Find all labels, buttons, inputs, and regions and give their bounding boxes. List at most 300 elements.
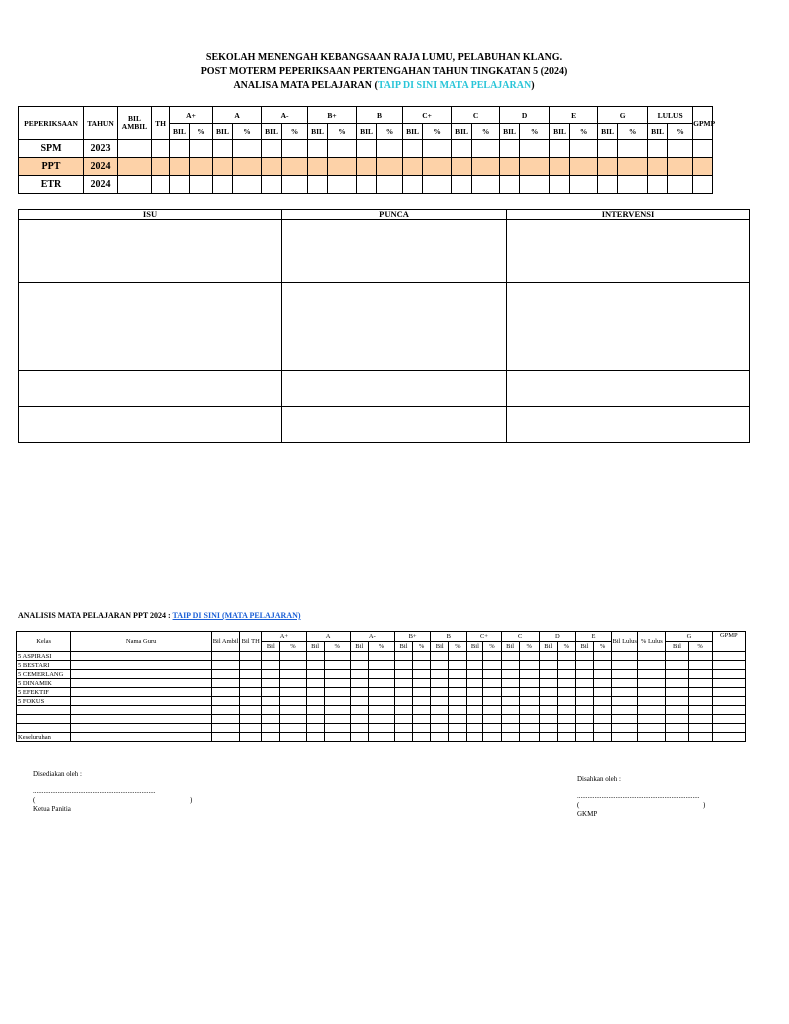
data-cell[interactable] (423, 176, 452, 194)
data-cell[interactable] (449, 706, 467, 715)
data-cell[interactable] (557, 688, 575, 697)
data-cell[interactable] (668, 140, 693, 158)
data-cell[interactable] (262, 706, 280, 715)
data-cell[interactable] (557, 652, 575, 661)
data-cell[interactable] (712, 706, 745, 715)
data-cell[interactable] (262, 733, 280, 742)
data-cell[interactable] (618, 158, 648, 176)
data-cell[interactable] (431, 715, 449, 724)
data-cell[interactable] (612, 652, 638, 661)
punca-cell[interactable] (282, 407, 507, 443)
teacher-name-cell[interactable] (71, 706, 212, 715)
data-cell[interactable] (712, 697, 745, 706)
data-cell[interactable] (712, 670, 745, 679)
data-cell[interactable] (519, 733, 539, 742)
data-cell[interactable] (190, 176, 213, 194)
data-cell[interactable] (423, 140, 452, 158)
data-cell[interactable] (394, 688, 412, 697)
data-cell[interactable] (519, 661, 539, 670)
data-cell[interactable] (262, 724, 280, 733)
data-cell[interactable] (394, 733, 412, 742)
data-cell[interactable] (233, 158, 262, 176)
data-cell[interactable] (431, 688, 449, 697)
data-cell[interactable] (598, 158, 618, 176)
data-cell[interactable] (467, 697, 483, 706)
data-cell[interactable] (213, 158, 233, 176)
data-cell[interactable] (350, 652, 368, 661)
data-cell[interactable] (431, 661, 449, 670)
data-cell[interactable] (212, 688, 240, 697)
subject-placeholder[interactable]: TAIP DI SINI MATA PELAJARAN (377, 80, 532, 91)
data-cell[interactable] (575, 661, 593, 670)
data-cell[interactable] (377, 158, 403, 176)
data-cell[interactable] (449, 661, 467, 670)
data-cell[interactable] (519, 670, 539, 679)
data-cell[interactable] (638, 724, 666, 733)
data-cell[interactable] (350, 706, 368, 715)
teacher-name-cell[interactable] (71, 679, 212, 688)
data-cell[interactable] (280, 697, 306, 706)
data-cell[interactable] (666, 724, 688, 733)
data-cell[interactable] (282, 140, 308, 158)
data-cell[interactable] (324, 661, 350, 670)
data-cell[interactable] (350, 670, 368, 679)
data-cell[interactable] (483, 715, 501, 724)
data-cell[interactable] (612, 679, 638, 688)
data-cell[interactable] (483, 688, 501, 697)
data-cell[interactable] (483, 724, 501, 733)
data-cell[interactable] (280, 679, 306, 688)
data-cell[interactable] (262, 715, 280, 724)
data-cell[interactable] (357, 176, 377, 194)
data-cell[interactable] (240, 715, 262, 724)
data-cell[interactable] (483, 652, 501, 661)
data-cell[interactable] (452, 140, 472, 158)
data-cell[interactable] (501, 652, 519, 661)
data-cell[interactable] (575, 688, 593, 697)
data-cell[interactable] (118, 140, 152, 158)
data-cell[interactable] (431, 679, 449, 688)
data-cell[interactable] (666, 661, 688, 670)
data-cell[interactable] (612, 715, 638, 724)
data-cell[interactable] (594, 715, 612, 724)
data-cell[interactable] (638, 715, 666, 724)
punca-cell[interactable] (282, 220, 507, 283)
data-cell[interactable] (452, 176, 472, 194)
data-cell[interactable] (394, 661, 412, 670)
data-cell[interactable] (594, 724, 612, 733)
data-cell[interactable] (501, 670, 519, 679)
data-cell[interactable] (666, 706, 688, 715)
data-cell[interactable] (324, 706, 350, 715)
data-cell[interactable] (449, 670, 467, 679)
data-cell[interactable] (594, 697, 612, 706)
data-cell[interactable] (118, 176, 152, 194)
data-cell[interactable] (648, 140, 668, 158)
data-cell[interactable] (594, 688, 612, 697)
data-cell[interactable] (638, 652, 666, 661)
data-cell[interactable] (377, 176, 403, 194)
data-cell[interactable] (688, 688, 712, 697)
data-cell[interactable] (240, 733, 262, 742)
data-cell[interactable] (648, 176, 668, 194)
data-cell[interactable] (403, 176, 423, 194)
data-cell[interactable] (501, 661, 519, 670)
data-cell[interactable] (306, 688, 324, 697)
data-cell[interactable] (240, 688, 262, 697)
data-cell[interactable] (557, 679, 575, 688)
data-cell[interactable] (688, 679, 712, 688)
intervensi-cell[interactable] (507, 220, 750, 283)
data-cell[interactable] (618, 140, 648, 158)
data-cell[interactable] (368, 733, 394, 742)
data-cell[interactable] (688, 697, 712, 706)
data-cell[interactable] (240, 679, 262, 688)
data-cell[interactable] (280, 733, 306, 742)
data-cell[interactable] (262, 661, 280, 670)
data-cell[interactable] (712, 652, 745, 661)
data-cell[interactable] (240, 661, 262, 670)
data-cell[interactable] (712, 733, 745, 742)
data-cell[interactable] (467, 724, 483, 733)
data-cell[interactable] (550, 158, 570, 176)
isu-cell[interactable] (19, 371, 282, 407)
data-cell[interactable] (575, 697, 593, 706)
data-cell[interactable] (449, 724, 467, 733)
data-cell[interactable] (213, 140, 233, 158)
data-cell[interactable] (240, 697, 262, 706)
data-cell[interactable] (666, 715, 688, 724)
data-cell[interactable] (350, 715, 368, 724)
data-cell[interactable] (501, 688, 519, 697)
data-cell[interactable] (467, 670, 483, 679)
data-cell[interactable] (575, 679, 593, 688)
data-cell[interactable] (666, 670, 688, 679)
data-cell[interactable] (212, 733, 240, 742)
data-cell[interactable] (262, 140, 282, 158)
data-cell[interactable] (575, 652, 593, 661)
teacher-name-cell[interactable] (71, 715, 212, 724)
data-cell[interactable] (350, 661, 368, 670)
data-cell[interactable] (324, 697, 350, 706)
data-cell[interactable] (520, 158, 550, 176)
data-cell[interactable] (483, 706, 501, 715)
data-cell[interactable] (483, 697, 501, 706)
data-cell[interactable] (612, 724, 638, 733)
data-cell[interactable] (357, 158, 377, 176)
data-cell[interactable] (519, 652, 539, 661)
data-cell[interactable] (324, 733, 350, 742)
data-cell[interactable] (557, 706, 575, 715)
data-cell[interactable] (693, 158, 713, 176)
data-cell[interactable] (413, 670, 431, 679)
data-cell[interactable] (306, 661, 324, 670)
data-cell[interactable] (638, 697, 666, 706)
data-cell[interactable] (449, 733, 467, 742)
data-cell[interactable] (262, 688, 280, 697)
data-cell[interactable] (240, 706, 262, 715)
data-cell[interactable] (212, 724, 240, 733)
data-cell[interactable] (501, 724, 519, 733)
data-cell[interactable] (688, 706, 712, 715)
data-cell[interactable] (394, 670, 412, 679)
data-cell[interactable] (501, 733, 519, 742)
data-cell[interactable] (449, 688, 467, 697)
data-cell[interactable] (557, 697, 575, 706)
data-cell[interactable] (240, 724, 262, 733)
data-cell[interactable] (212, 661, 240, 670)
data-cell[interactable] (306, 706, 324, 715)
data-cell[interactable] (539, 706, 557, 715)
data-cell[interactable] (431, 724, 449, 733)
data-cell[interactable] (350, 733, 368, 742)
data-cell[interactable] (394, 652, 412, 661)
data-cell[interactable] (280, 661, 306, 670)
data-cell[interactable] (324, 724, 350, 733)
data-cell[interactable] (240, 670, 262, 679)
data-cell[interactable] (152, 158, 170, 176)
data-cell[interactable] (570, 176, 598, 194)
data-cell[interactable] (324, 688, 350, 697)
data-cell[interactable] (423, 158, 452, 176)
data-cell[interactable] (431, 697, 449, 706)
data-cell[interactable] (368, 706, 394, 715)
isu-cell[interactable] (19, 220, 282, 283)
data-cell[interactable] (403, 140, 423, 158)
data-cell[interactable] (688, 715, 712, 724)
data-cell[interactable] (666, 688, 688, 697)
data-cell[interactable] (368, 724, 394, 733)
data-cell[interactable] (467, 733, 483, 742)
data-cell[interactable] (712, 679, 745, 688)
data-cell[interactable] (594, 670, 612, 679)
data-cell[interactable] (306, 724, 324, 733)
data-cell[interactable] (519, 679, 539, 688)
data-cell[interactable] (152, 140, 170, 158)
prepared-by-signature-line[interactable]: ...................................................................... (33, 787, 156, 795)
teacher-name-cell[interactable] (71, 697, 212, 706)
data-cell[interactable] (357, 140, 377, 158)
data-cell[interactable] (306, 733, 324, 742)
punca-cell[interactable] (282, 371, 507, 407)
data-cell[interactable] (500, 158, 520, 176)
data-cell[interactable] (306, 697, 324, 706)
data-cell[interactable] (570, 140, 598, 158)
data-cell[interactable] (449, 679, 467, 688)
approved-by-signature-line[interactable]: ...................................................................... (577, 792, 700, 800)
data-cell[interactable] (431, 733, 449, 742)
data-cell[interactable] (598, 140, 618, 158)
data-cell[interactable] (413, 724, 431, 733)
data-cell[interactable] (519, 688, 539, 697)
data-cell[interactable] (712, 661, 745, 670)
teacher-name-cell[interactable] (71, 670, 212, 679)
data-cell[interactable] (539, 652, 557, 661)
data-cell[interactable] (612, 697, 638, 706)
data-cell[interactable] (612, 688, 638, 697)
data-cell[interactable] (262, 652, 280, 661)
data-cell[interactable] (280, 688, 306, 697)
data-cell[interactable] (328, 176, 357, 194)
data-cell[interactable] (368, 670, 394, 679)
data-cell[interactable] (308, 140, 328, 158)
data-cell[interactable] (688, 661, 712, 670)
data-cell[interactable] (638, 706, 666, 715)
data-cell[interactable] (170, 176, 190, 194)
data-cell[interactable] (501, 706, 519, 715)
data-cell[interactable] (612, 670, 638, 679)
data-cell[interactable] (467, 679, 483, 688)
intervensi-cell[interactable] (507, 371, 750, 407)
data-cell[interactable] (413, 697, 431, 706)
data-cell[interactable] (668, 158, 693, 176)
data-cell[interactable] (368, 661, 394, 670)
data-cell[interactable] (575, 733, 593, 742)
teacher-name-cell[interactable] (71, 724, 212, 733)
data-cell[interactable] (467, 652, 483, 661)
data-cell[interactable] (212, 706, 240, 715)
intervensi-cell[interactable] (507, 283, 750, 371)
data-cell[interactable] (666, 652, 688, 661)
data-cell[interactable] (262, 697, 280, 706)
data-cell[interactable] (501, 697, 519, 706)
data-cell[interactable] (233, 176, 262, 194)
data-cell[interactable] (594, 652, 612, 661)
data-cell[interactable] (308, 176, 328, 194)
data-cell[interactable] (557, 733, 575, 742)
data-cell[interactable] (612, 706, 638, 715)
punca-cell[interactable] (282, 283, 507, 371)
data-cell[interactable] (190, 140, 213, 158)
data-cell[interactable] (280, 670, 306, 679)
data-cell[interactable] (467, 661, 483, 670)
data-cell[interactable] (666, 733, 688, 742)
data-cell[interactable] (638, 733, 666, 742)
data-cell[interactable] (431, 706, 449, 715)
data-cell[interactable] (233, 140, 262, 158)
data-cell[interactable] (350, 688, 368, 697)
data-cell[interactable] (368, 652, 394, 661)
data-cell[interactable] (501, 715, 519, 724)
data-cell[interactable] (449, 715, 467, 724)
data-cell[interactable] (328, 158, 357, 176)
data-cell[interactable] (483, 679, 501, 688)
data-cell[interactable] (377, 140, 403, 158)
data-cell[interactable] (394, 697, 412, 706)
data-cell[interactable] (431, 652, 449, 661)
teacher-name-cell[interactable] (71, 661, 212, 670)
data-cell[interactable] (282, 158, 308, 176)
data-cell[interactable] (575, 670, 593, 679)
data-cell[interactable] (170, 140, 190, 158)
data-cell[interactable] (118, 158, 152, 176)
data-cell[interactable] (394, 706, 412, 715)
data-cell[interactable] (394, 679, 412, 688)
data-cell[interactable] (449, 652, 467, 661)
data-cell[interactable] (350, 679, 368, 688)
data-cell[interactable] (598, 176, 618, 194)
data-cell[interactable] (324, 679, 350, 688)
data-cell[interactable] (501, 679, 519, 688)
data-cell[interactable] (539, 724, 557, 733)
data-cell[interactable] (712, 688, 745, 697)
data-cell[interactable] (328, 140, 357, 158)
teacher-name-cell[interactable] (71, 733, 212, 742)
data-cell[interactable] (324, 670, 350, 679)
data-cell[interactable] (452, 158, 472, 176)
data-cell[interactable] (280, 706, 306, 715)
data-cell[interactable] (403, 158, 423, 176)
data-cell[interactable] (467, 715, 483, 724)
data-cell[interactable] (519, 715, 539, 724)
data-cell[interactable] (413, 688, 431, 697)
data-cell[interactable] (594, 661, 612, 670)
data-cell[interactable] (539, 688, 557, 697)
data-cell[interactable] (262, 158, 282, 176)
data-cell[interactable] (539, 679, 557, 688)
data-cell[interactable] (519, 697, 539, 706)
data-cell[interactable] (350, 724, 368, 733)
data-cell[interactable] (240, 652, 262, 661)
data-cell[interactable] (467, 688, 483, 697)
data-cell[interactable] (483, 733, 501, 742)
data-cell[interactable] (648, 158, 668, 176)
data-cell[interactable] (212, 679, 240, 688)
data-cell[interactable] (413, 706, 431, 715)
data-cell[interactable] (668, 176, 693, 194)
data-cell[interactable] (306, 652, 324, 661)
data-cell[interactable] (413, 715, 431, 724)
data-cell[interactable] (306, 670, 324, 679)
data-cell[interactable] (638, 688, 666, 697)
data-cell[interactable] (368, 688, 394, 697)
data-cell[interactable] (618, 176, 648, 194)
data-cell[interactable] (712, 724, 745, 733)
data-cell[interactable] (190, 158, 213, 176)
data-cell[interactable] (280, 715, 306, 724)
data-cell[interactable] (350, 697, 368, 706)
data-cell[interactable] (557, 661, 575, 670)
data-cell[interactable] (666, 679, 688, 688)
data-cell[interactable] (688, 724, 712, 733)
data-cell[interactable] (413, 661, 431, 670)
data-cell[interactable] (483, 661, 501, 670)
data-cell[interactable] (368, 715, 394, 724)
data-cell[interactable] (431, 670, 449, 679)
data-cell[interactable] (570, 158, 598, 176)
data-cell[interactable] (472, 140, 500, 158)
data-cell[interactable] (483, 670, 501, 679)
data-cell[interactable] (152, 176, 170, 194)
data-cell[interactable] (557, 715, 575, 724)
data-cell[interactable] (539, 733, 557, 742)
data-cell[interactable] (693, 176, 713, 194)
data-cell[interactable] (666, 697, 688, 706)
data-cell[interactable] (413, 733, 431, 742)
data-cell[interactable] (500, 140, 520, 158)
data-cell[interactable] (213, 176, 233, 194)
teacher-name-cell[interactable] (71, 688, 212, 697)
data-cell[interactable] (212, 670, 240, 679)
data-cell[interactable] (594, 706, 612, 715)
data-cell[interactable] (324, 715, 350, 724)
data-cell[interactable] (308, 158, 328, 176)
data-cell[interactable] (324, 652, 350, 661)
data-cell[interactable] (306, 715, 324, 724)
data-cell[interactable] (612, 733, 638, 742)
data-cell[interactable] (594, 733, 612, 742)
data-cell[interactable] (472, 176, 500, 194)
